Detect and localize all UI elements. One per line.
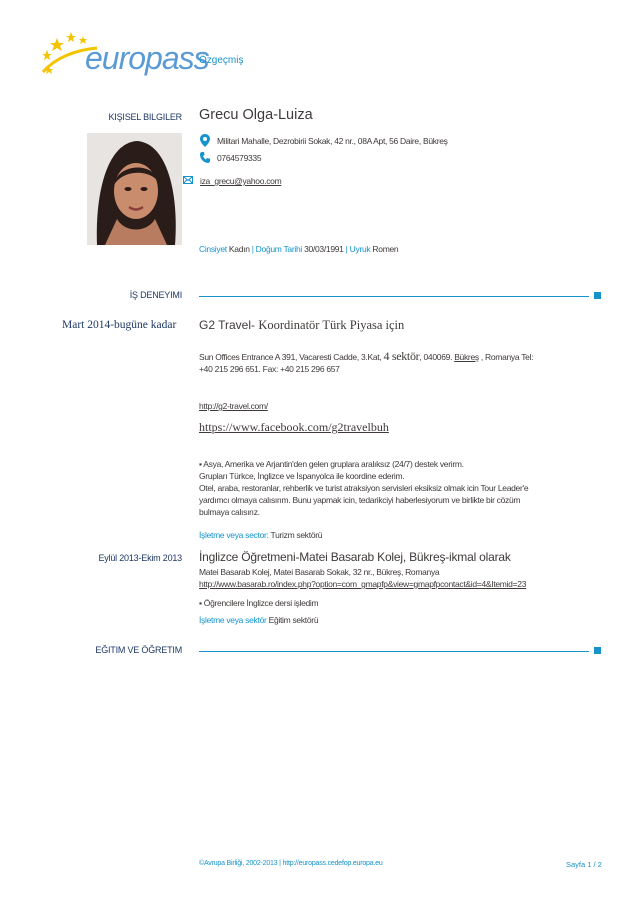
job1-title-role: Koordinatör Türk Piyasa için [258,318,405,332]
job1-address-part1: Sun Offices Entrance A 391, Vacaresti Cadde, 3.Kat, [199,352,384,362]
education-rule-square [594,647,601,654]
europass-logo [35,28,209,78]
gender-label: Cinsiyet [199,244,227,254]
job1-address-part3: , 040069. [419,352,455,362]
job1-desc-line3: Otel, araba, restoranlar, rehberlik ve turist atraksiyon servisleri eksiksiz olmak icin Tour Leader'e [199,483,529,493]
job1-desc-line2: Grupları Türkce, İnglizce ve İspanyolca ile koordine ederim. [199,471,405,481]
phone-icon [200,152,210,163]
job1-address-part5: , Romanya Tel: [478,352,534,362]
phone[interactable]: 0764579335 [217,153,262,163]
address: Militari Mahalle, Dezrobirii Sokak, 42 nr., 08A Apt, 56 Daire, Bükreş [217,136,448,146]
separator-1: | [251,244,254,254]
experience-rule [199,296,589,297]
job2-title: İnglizce Öğretmeni-Matei Basarab Kolej, Bükreş-ikmal olarak [199,550,511,564]
job2-sector-value: Eğitim sektörü [268,615,319,625]
portrait-image [87,133,182,245]
job2-address: Matei Basarab Kolej, Matei Basarab Sokak, 32 nr., Bükreş, Romanya [199,567,440,577]
job1-address [199,350,599,375]
job1-desc-line4: yardımcı olmaya calısırım. Bunu yapmak icin, tedarikciyi haberlesiyorum ve birlikte bir cözüm [199,495,521,505]
job1-website-link[interactable]: http://g2-travel.com/ [199,401,268,411]
map-pin-icon [200,134,210,147]
experience-rule-square [594,292,601,299]
logo-text: europass [85,40,209,76]
job2-dates: Eylül 2013-Ekim 2013 [98,553,182,563]
job1-address-part2: 4 sektör [383,349,420,363]
gender: Kadın [228,244,250,254]
job1-sector-value: Turizm sektörü [270,530,323,540]
job2-description: ▪ Öğrencilere İnglizce dersi işledim [199,598,319,608]
job1-description [199,458,604,518]
person-name: Grecu Olga-Luiza [199,107,313,123]
separator-2: | [345,244,348,254]
education-rule [199,651,589,652]
personal-info-label: KIŞISEL BILGILER [108,112,182,122]
footer-page-number: Sayfa 1 / 2 [566,860,602,869]
job1-address-city: Bükreş [454,352,479,362]
job1-desc-line5: bulmaya calısırız. [199,507,260,517]
profile-photo [87,133,182,245]
job2-website-link[interactable]: http://www.basarab.ro/index.php?option=com_gmapfp&view=gmapfpcontact&id=4&Itemid=23 [199,579,527,589]
job1-title [199,318,404,333]
personal-details-row [199,243,398,255]
job1-title-company: G2 Travel- [199,318,259,332]
job1-address-line2: +40 215 296 651. Fax: +40 215 296 657 [199,364,340,374]
education-label: EĞITIM VE ÖĞRETIM [95,645,182,655]
dob-label: Doğum Tarihi [255,244,302,254]
dob: 30/03/1991 [304,244,344,254]
job1-facebook-link[interactable]: https://www.facebook.com/g2travelbuh [199,420,389,434]
footer-copyright: ©Avrupa Birliği, 2002-2013 | http://europass.cedefop.europa.eu [199,860,383,867]
nationality: Romen [372,244,399,254]
nationality-label: Uyruk [349,244,371,254]
job2-sector-label: İşletme veya sektör [199,615,267,625]
experience-label: İŞ DENEYIMI [129,290,182,300]
job1-sector [199,529,322,541]
doc-title: Özgeçmiş [199,55,244,66]
job1-desc-line1: ▪ Asya, Amerika ve Arjantin'den gelen gruplara aralıksız (24/7) destek verirm. [199,459,464,469]
job1-sector-label: İşletme veya sector: [199,530,269,540]
email-link[interactable]: iza_grecu@yahoo.com [200,176,282,186]
envelope-icon [183,176,193,184]
job2-sector [199,614,318,626]
job1-dates: Mart 2014-bugüne kadar [62,319,177,331]
